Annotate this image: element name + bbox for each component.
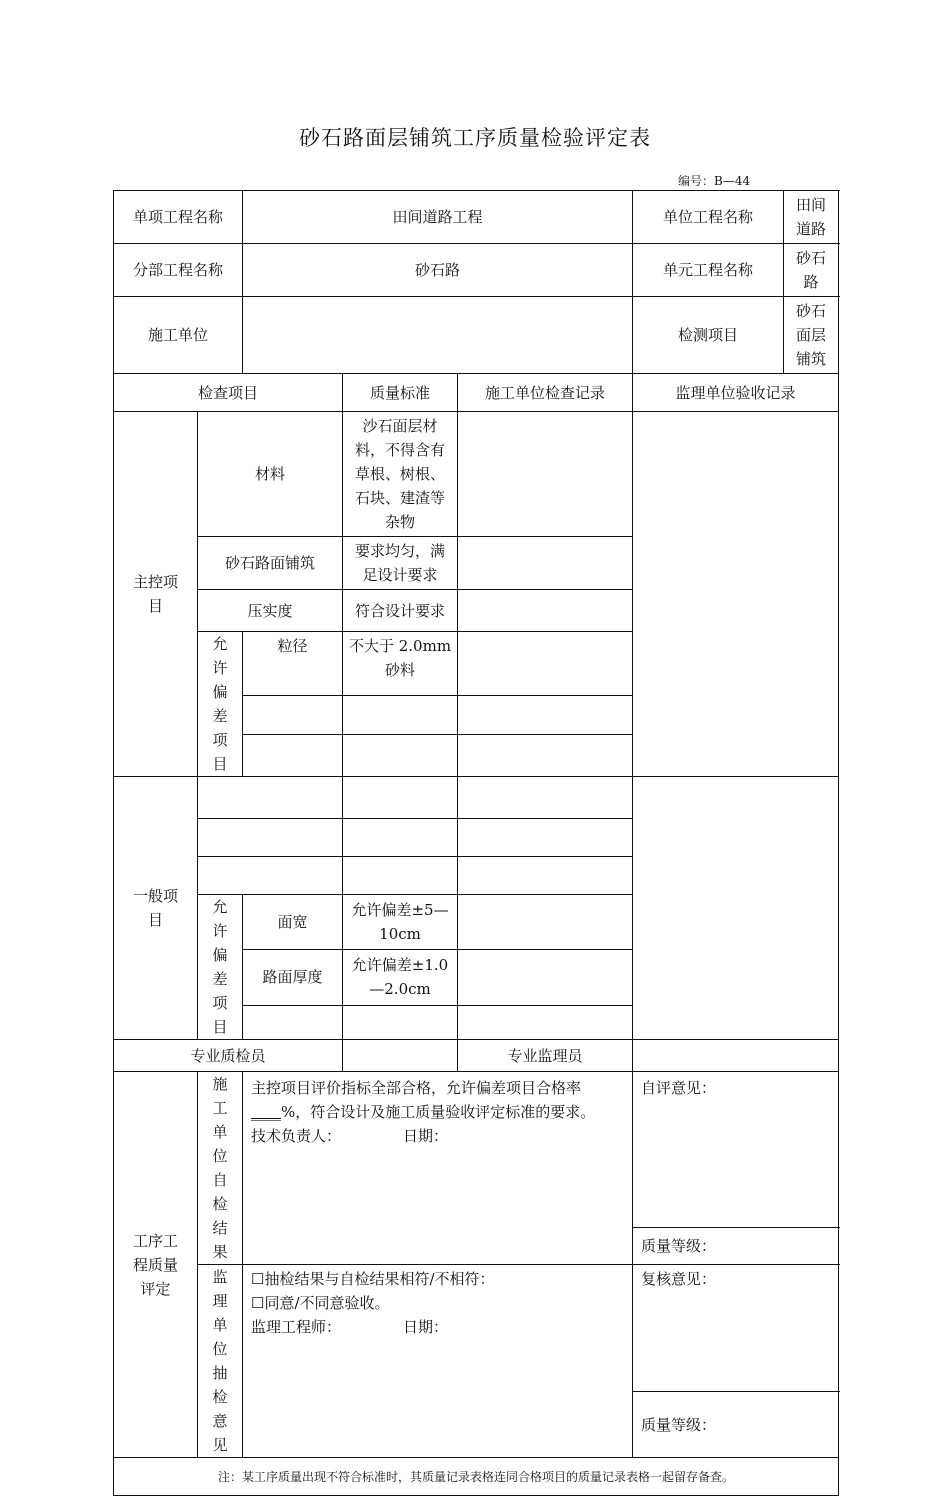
general-empty-item[interactable]	[198, 777, 343, 819]
paving-label: 砂石路面铺筑	[198, 537, 343, 590]
self-check-sign-line	[251, 1124, 624, 1148]
supervisor-label: 专业监理员	[458, 1040, 633, 1072]
supervising-engineer-label: 监理工程师：	[251, 1318, 342, 1336]
inspection-form	[113, 190, 839, 1496]
date-2-label: 日期：	[403, 1318, 449, 1336]
general-empty-record[interactable]	[458, 819, 633, 857]
general-empty-standard[interactable]	[343, 777, 458, 819]
spot-check-label: 监理单位抽检意见	[198, 1265, 243, 1458]
sub-project-value[interactable]: 砂石路	[243, 244, 633, 297]
self-check-label: 施工单位自检结果	[198, 1072, 243, 1265]
page-title: 砂石路面层铺筑工序质量检验评定表	[299, 126, 651, 150]
item-project-label: 单项工程名称	[114, 191, 243, 244]
spot-check-text	[243, 1265, 633, 1458]
main-tolerance-empty-standard[interactable]	[343, 696, 458, 735]
general-empty-record[interactable]	[458, 857, 633, 895]
grain-contractor-record[interactable]	[458, 632, 633, 696]
general-empty-item[interactable]	[198, 819, 343, 857]
quality-grade-1[interactable]: 质量等级：	[633, 1228, 839, 1265]
general-tolerance-empty-item[interactable]	[243, 1005, 343, 1039]
main-control-supervisor-record[interactable]	[633, 412, 839, 777]
grain-standard: 不大于 2.0mm 砂料	[343, 632, 458, 696]
quality-inspector-label: 专业质检员	[114, 1040, 343, 1072]
general-supervisor-record[interactable]	[633, 777, 839, 1040]
thickness-standard: 允许偏差±1.0—2.0cm	[343, 950, 458, 1005]
date-1-label: 日期：	[403, 1127, 449, 1145]
element-project-label: 单元工程名称	[633, 244, 784, 297]
construction-unit-value[interactable]	[243, 297, 633, 374]
test-item-value[interactable]: 砂石面层铺筑	[784, 297, 839, 374]
column-standard: 质量标准	[343, 374, 458, 412]
quality-grade-2[interactable]: 质量等级：	[633, 1392, 839, 1458]
self-check-blank[interactable]: ____	[251, 1103, 282, 1121]
main-control-label: 主控项目	[114, 412, 198, 777]
general-tolerance-empty-record[interactable]	[458, 1005, 633, 1039]
unit-project-label: 单位工程名称	[633, 191, 784, 244]
main-tolerance-empty-item[interactable]	[243, 696, 343, 735]
thickness-contractor-record[interactable]	[458, 950, 633, 1005]
review-opinion[interactable]: 复核意见：	[633, 1265, 839, 1392]
main-tolerance-empty-item[interactable]	[243, 734, 343, 776]
compaction-contractor-record[interactable]	[458, 590, 633, 632]
general-tolerance-label: 允许偏差项目	[198, 895, 243, 1040]
self-check-text	[243, 1072, 633, 1265]
spot-sign-line	[251, 1315, 624, 1339]
general-empty-record[interactable]	[458, 777, 633, 819]
spot-line-2[interactable]: ☐同意/不同意验收。	[251, 1294, 390, 1312]
material-standard: 沙石面层材料，不得含有草根、树根、石块、建渣等杂物	[343, 412, 458, 537]
test-item-label: 检测项目	[633, 297, 784, 374]
item-project-value[interactable]: 田间道路工程	[243, 191, 633, 244]
supervisor-value[interactable]	[633, 1040, 839, 1072]
width-contractor-record[interactable]	[458, 895, 633, 950]
compaction-label: 压实度	[198, 590, 343, 632]
paving-contractor-record[interactable]	[458, 537, 633, 590]
construction-unit-label: 施工单位	[114, 297, 243, 374]
column-contractor-record: 施工单位检查记录	[458, 374, 633, 412]
column-supervisor-record: 监理单位验收记录	[633, 374, 839, 412]
material-label: 材料	[198, 412, 343, 537]
column-check-item: 检查项目	[114, 374, 343, 412]
paving-standard: 要求均匀，满足设计要求	[343, 537, 458, 590]
general-empty-standard[interactable]	[343, 857, 458, 895]
tech-lead-label: 技术负责人：	[251, 1127, 342, 1145]
spot-line-1[interactable]: ☐抽检结果与自检结果相符/不相符：	[251, 1270, 495, 1288]
width-label: 面宽	[243, 895, 343, 950]
evaluation-label: 工序工程质量评定	[114, 1072, 198, 1458]
main-tolerance-empty-record[interactable]	[458, 696, 633, 735]
self-check-text-2: %，符合设计及施工质量验收评定标准的要求。	[281, 1103, 596, 1121]
width-standard: 允许偏差±5—10cm	[343, 895, 458, 950]
general-tolerance-empty-standard[interactable]	[343, 1005, 458, 1039]
main-tolerance-label: 允许偏差项目	[198, 632, 243, 777]
self-opinion[interactable]: 自评意见：	[633, 1072, 839, 1228]
sub-project-label: 分部工程名称	[114, 244, 243, 297]
element-project-value[interactable]: 砂石路	[784, 244, 839, 297]
main-tolerance-empty-record[interactable]	[458, 734, 633, 776]
general-label: 一般项目	[114, 777, 198, 1040]
general-empty-item[interactable]	[198, 857, 343, 895]
quality-inspector-value[interactable]	[343, 1040, 458, 1072]
general-empty-standard[interactable]	[343, 819, 458, 857]
thickness-label: 路面厚度	[243, 950, 343, 1005]
material-contractor-record[interactable]	[458, 412, 633, 537]
compaction-standard: 符合设计要求	[343, 590, 458, 632]
footnote: 注：某工序质量出现不符合标准时，其质量记录表格连同合格项目的质量记录表格一起留存备查。	[114, 1458, 839, 1496]
unit-project-value[interactable]: 田间道路	[784, 191, 839, 244]
main-tolerance-empty-standard[interactable]	[343, 734, 458, 776]
grain-label: 粒径	[243, 632, 343, 696]
form-code: 编号：B—44	[678, 174, 751, 188]
self-check-text-1: 主控项目评价指标全部合格，允许偏差项目合格率	[251, 1079, 582, 1097]
